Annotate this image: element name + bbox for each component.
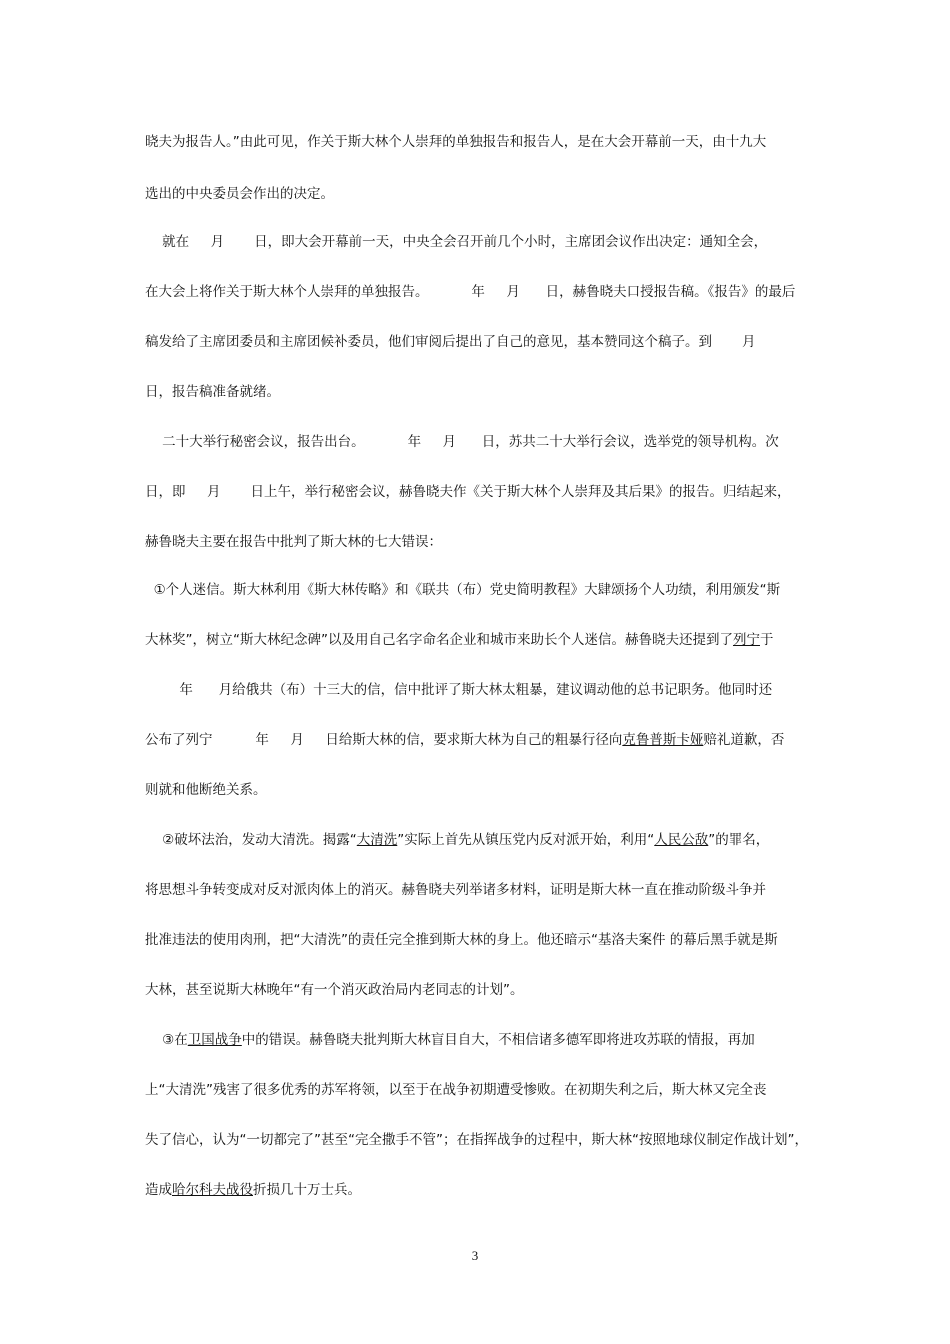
text-run: 选出的中央委员会作出的决定。	[145, 186, 334, 202]
text-line	[145, 628, 810, 652]
text-line	[145, 1078, 810, 1102]
hyperlink[interactable]: 列宁	[732, 632, 760, 648]
hyperlink[interactable]: 人民公敌	[654, 832, 709, 848]
text-line	[145, 578, 810, 602]
hyperlink[interactable]: 克鲁普斯卡娅	[622, 732, 704, 748]
text-run: 大林奖”，树立“斯大林纪念碑”以及用自己名字命名企业和城市来助长个人迷信。赫鲁晓夫还提到了	[145, 632, 733, 648]
text-run: 稿发给了主席团委员和主席团候补委员，他们审阅后提出了自己的意见，基本赞同这个稿子。到 月	[145, 334, 756, 350]
text-run: 上“大清洗”残害了很多优秀的苏军将领，以至于在战争初期遭受惨败。在初期失利之后，斯大林又完全丧	[145, 1082, 767, 1098]
text-line	[145, 480, 810, 504]
text-line	[145, 778, 810, 802]
text-line	[145, 330, 810, 354]
text-line	[145, 828, 810, 852]
text-run: ③在	[145, 1032, 188, 1048]
text-run: 大林，甚至说斯大林晚年“有一个消灭政治局内老同志的计划”。	[145, 982, 524, 998]
text-run: 折损几十万士兵。	[253, 1182, 361, 1198]
text-run: 日，报告稿准备就绪。	[145, 384, 280, 400]
text-run: 中的错误。赫鲁晓夫批判斯大林盲目自大，不相信诸多德军即将进攻苏联的情报，再加	[241, 1032, 755, 1048]
hyperlink[interactable]: 哈尔科夫战役	[172, 1182, 253, 1198]
text-line	[145, 1028, 810, 1052]
page-number: 3	[471, 1248, 479, 1263]
text-line	[145, 878, 810, 902]
text-line	[145, 130, 810, 154]
text-run: 年 月给俄共（布）十三大的信，信中批评了斯大林太粗暴，建议调动他的总书记职务。他同时还	[145, 682, 773, 698]
text-run: 公布了列宁 年 月 日给斯大林的信，要求斯大林为自己的粗暴行径向	[145, 732, 623, 748]
text-run: 赔礼道歉，否	[703, 732, 785, 748]
text-line	[145, 280, 810, 304]
text-run: 则就和他断绝关系。	[145, 782, 267, 798]
text-line	[145, 182, 810, 206]
text-line	[145, 230, 810, 254]
hyperlink[interactable]: 大清洗	[356, 832, 398, 848]
text-line	[145, 1178, 810, 1202]
text-run: 批准违法的使用肉刑，把“大清洗”的责任完全推到斯大林的身上。他还暗示“基洛夫案件 的幕后黑手就是斯	[145, 932, 778, 948]
text-run: ”实际上首先从镇压党内反对派开始，利用“	[397, 832, 655, 848]
text-run: 失了信心，认为“一切都完了”甚至“完全撒手不管”；在指挥战争的过程中，斯大林“按照地球仪制定作战计划”，	[145, 1132, 808, 1148]
hyperlink[interactable]: 卫国战争	[187, 1032, 242, 1048]
text-run: 日，即 月 日上午，举行秘密会议，赫鲁晓夫作《关于斯大林个人崇拜及其后果》的报告。归结起来，	[145, 484, 791, 500]
text-run: 就在 月 日，即大会开幕前一天，中央全会召开前几个小时，主席团会议作出决定：通知全会，	[145, 234, 768, 250]
text-run: 在大会上将作关于斯大林个人崇拜的单独报告。 年 月 日，赫鲁晓夫口授报告稿。《报告》的最后	[145, 284, 796, 300]
text-line	[145, 978, 810, 1002]
text-run: ”的罪名，	[708, 832, 770, 848]
text-line	[145, 928, 810, 952]
text-line	[145, 728, 810, 752]
text-run: 晓夫为报告人。”由此可见，作关于斯大林个人崇拜的单独报告和报告人，是在大会开幕前一天，由十九大	[145, 134, 767, 150]
text-run: 二十大举行秘密会议，报告出台。 年 月 日，苏共二十大举行会议，选举党的领导机构。次	[145, 434, 779, 450]
text-run: 造成	[145, 1182, 172, 1198]
text-line	[145, 380, 810, 404]
text-run: 将思想斗争转变成对反对派肉体上的消灭。赫鲁晓夫列举诸多材料，证明是斯大林一直在推动阶级斗争并	[145, 882, 766, 898]
text-line	[145, 678, 810, 702]
text-run: ①个人迷信。斯大林利用《斯大林传略》和《联共（布）党史简明教程》大肆颂扬个人功绩，利用颁发“斯	[145, 582, 781, 598]
text-run: ②破坏法治，发动大清洗。揭露“	[145, 832, 357, 848]
text-line	[145, 430, 810, 454]
text-line	[145, 530, 810, 554]
text-run: 于	[759, 632, 774, 648]
text-run: 赫鲁晓夫主要在报告中批判了斯大林的七大错误：	[145, 534, 442, 550]
text-line	[145, 1128, 810, 1152]
